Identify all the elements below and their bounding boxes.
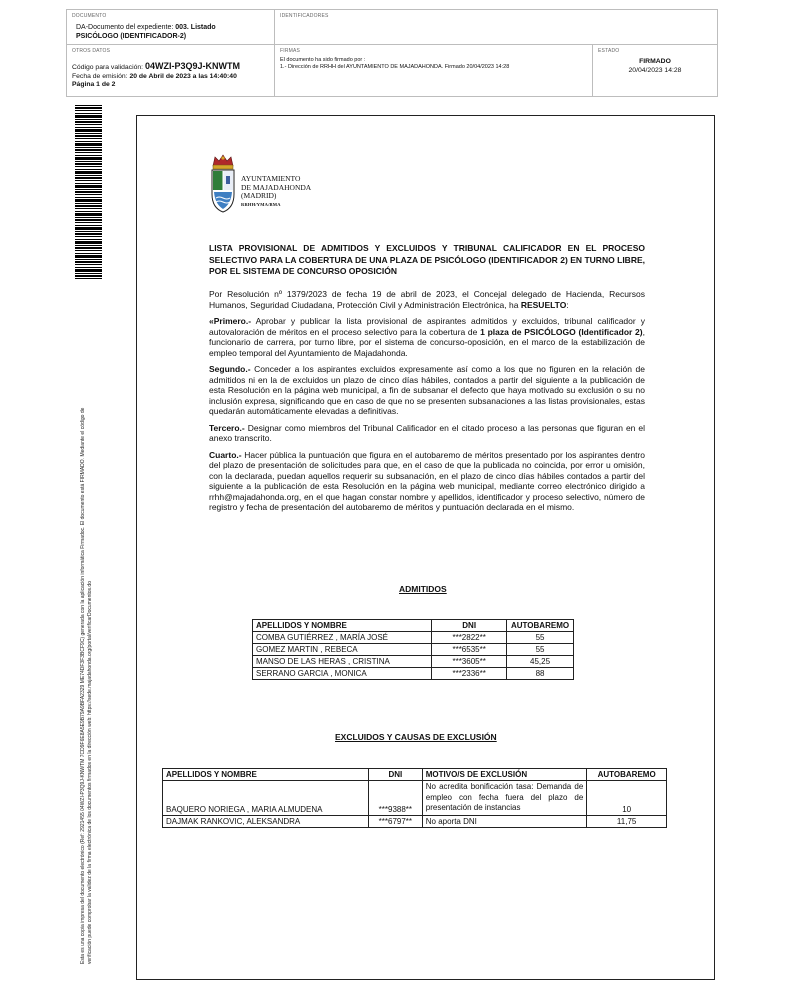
cell-name: DAJMAK RANKOVIC, ALEKSANDRA: [163, 815, 369, 827]
col-apellidos: APELLIDOS Y NOMBRE: [163, 769, 369, 781]
cell-score: 88: [507, 668, 574, 680]
cell-name: COMBA GUTIÉRREZ , MARÍA JOSÉ: [253, 632, 432, 644]
cell-motivo: No acredita bonificación tasa: Demanda de empleo con fecha fuera del plazo de presentación de instancias: [422, 781, 587, 816]
firmas-cell: [275, 45, 593, 96]
organization-name: AYUNTAMIENTO DE MAJADAHONDA (MADRID) RRHH/YMA/BMA: [241, 174, 312, 207]
table-row: [163, 781, 667, 816]
col-apellidos: APELLIDOS Y NOMBRE: [253, 620, 432, 632]
cell-score: 55: [507, 632, 574, 644]
col-dni: DNI: [432, 620, 507, 632]
signature-header: [66, 9, 718, 97]
cell-motivo: No aporta DNI: [422, 815, 587, 827]
identificadores-label: IDENTIFICADORES: [280, 13, 329, 19]
col-dni: DNI: [368, 769, 422, 781]
resolution-body: [209, 289, 645, 519]
validation-info: Código para validación: 04WZI-P3Q9J-KNWTM Fecha de emisión: 20 de Abril de 2023 a las 14:40:40 Página 1 de 2: [72, 61, 240, 88]
side-verification-note: Esta es una copia impresa del documento electrónico (Ref: 2921455 04WZI-P3Q9J-KNWTM 7CD9F6E8A5E9B79A9BFA2329 ME74DF3F3BCF9C) generada con la aplicación informática Firmadoc. El documento está FIRMADO. Mediante el código de verificación puede comprobar la validez de la firma electrónica de los documentos firmados en la dirección web: https://sede.majadahonda.org/portal/verificarDocumentos.do: [80, 407, 93, 964]
documento-value: DA-Documento del expediente: 003. Listado PSICÓLOGO (IDENTIFICADOR-2): [76, 24, 216, 40]
firmas-text: El documento ha sido firmado por : 1.- Dirección de RRHH del AYUNTAMIENTO DE MAJADAHONDA. Firmado 20/04/2023 14:28: [280, 57, 510, 70]
excluidos-header-row: [163, 769, 667, 781]
cell-score: 10: [587, 781, 667, 816]
cell-dni: ***2822**: [432, 632, 507, 644]
emission-date: 20 de Abril de 2023 a las 14:40:40: [129, 72, 237, 80]
cell-score: 11,75: [587, 815, 667, 827]
estado-cell: [593, 45, 717, 96]
segundo-paragraph: Segundo.- Conceder a los aspirantes excluidos expresamente así como a los que no figuren en la relación de admitidos ni en la de excluidos un plazo de cinco días hábiles, contados a partir del siguiente a la publicación de esta Resolución en la página web municipal, a fin de subsanar el defecto que haya motivado su exclusión o su no inclusión expresa, significando que en caso de que no se presenten subsanaciones a las listas provisionales, estas quedarán automáticamente elevadas a definitivas.: [209, 364, 645, 416]
documento-cell: [67, 10, 275, 45]
primero-paragraph: «Primero.- Aprobar y publicar la lista provisional de aspirantes admitidos y excluidos, tribunal calificador y autovaloración de méritos en el proceso selectivo para la cobertura de 1 plaza de PSICÓLOGO (Identificador 2), funcionario de carrera, por turno libre, por el sistema de concurso-oposición, en el marco de la estabilización de empleo temporal del Ayuntamiento de Majadahonda.: [209, 316, 645, 358]
col-motivo: MOTIVO/S DE EXCLUSIÓN: [422, 769, 587, 781]
identificadores-cell: [275, 10, 717, 45]
cell-name: GOMEZ MARTIN , REBECA: [253, 644, 432, 656]
page-count: Página 1 de 2: [72, 81, 116, 88]
table-row: [163, 815, 667, 827]
tercero-paragraph: Tercero.- Designar como miembros del Tribunal Calificador en el citado proceso a las personas que figuran en el anexo transcrito.: [209, 422, 645, 443]
cell-name: SERRANO GARCIA , MONICA: [253, 668, 432, 680]
otros-datos-label: OTROS DATOS: [72, 48, 111, 54]
otros-datos-cell: [67, 45, 275, 96]
document-page: [136, 115, 715, 980]
cell-dni: ***6535**: [432, 644, 507, 656]
validation-code: 04WZI-P3Q9J-KNWTM: [144, 61, 240, 71]
admitidos-title: ADMITIDOS: [399, 584, 447, 594]
cell-name: BAQUERO NORIEGA , MARIA ALMUDENA: [163, 781, 369, 816]
cell-dni: ***2336**: [432, 668, 507, 680]
estado-value: FIRMADO 20/04/2023 14:28: [628, 58, 682, 74]
admitidos-table: [252, 619, 574, 680]
table-row: [253, 644, 574, 656]
cell-dni: ***9388**: [368, 781, 422, 816]
firmas-label: FIRMAS: [280, 48, 301, 54]
col-autobaremo: AUTOBAREMO: [587, 769, 667, 781]
cell-dni: ***6797**: [368, 815, 422, 827]
estado-label: ESTADO: [598, 48, 620, 54]
col-autobaremo: AUTOBAREMO: [507, 620, 574, 632]
table-row: [253, 668, 574, 680]
cuarto-paragraph: Cuarto.- Hacer pública la puntuación que figura en el autobaremo de méritos presentado por los aspirantes dentro del plazo de presentación de solicitudes para que, en el caso de que la publicada no coincida, por error u omisión, con la declarada, puedan aquellos requerir su subsanación, en el plazo de cinco días hábiles contados a partir del siguiente a la publicación de esta Resolución en la página web municipal, mediante correo electrónico dirigido a rrhh@majadahonda.org, en el que hagan constar nombre y apellidos, identificador y proceso selectivo, número de registro y fecha de presentación del autobaremo de méritos y puntuación declarada en el mismo.: [209, 449, 645, 512]
barcode: [75, 105, 102, 281]
table-row: [253, 656, 574, 668]
cell-score: 45,25: [507, 656, 574, 668]
intro-paragraph: Por Resolución nº 1379/2023 de fecha 19 de abril de 2023, el Concejal delegado de Hacienda, Recursos Humanos, Seguridad Ciudadana, Protección Civil y Administración Electrónica, ha RESUELTO:: [209, 289, 645, 310]
excluidos-title: EXCLUIDOS Y CAUSAS DE EXCLUSIÓN: [335, 732, 497, 742]
excluidos-table: [162, 768, 667, 828]
cell-score: 55: [507, 644, 574, 656]
table-row: [253, 632, 574, 644]
admitidos-header-row: [253, 620, 574, 632]
document-title: LISTA PROVISIONAL DE ADMITIDOS Y EXCLUIDOS Y TRIBUNAL CALIFICADOR EN EL PROCESO SELECTIVO PARA LA COBERTURA DE UNA PLAZA DE PSICÓLOGO (IDENTIFICADOR 2) EN TURNO LIBRE, POR EL SISTEMA DE CONCURSO OPOSICIÓN: [209, 243, 645, 276]
documento-label: DOCUMENTO: [72, 13, 107, 19]
cell-dni: ***3605**: [432, 656, 507, 668]
cell-name: MANSO DE LAS HERAS , CRISTINA: [253, 656, 432, 668]
coat-of-arms-logo: [209, 154, 237, 216]
